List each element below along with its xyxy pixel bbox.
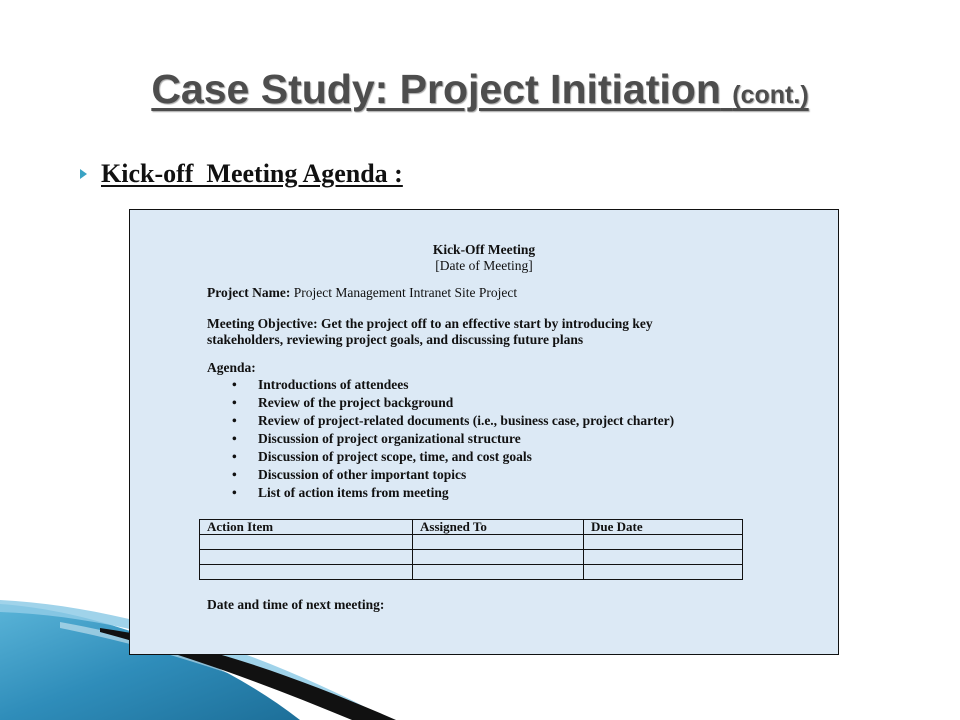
bullet-dot-icon: • xyxy=(232,413,237,428)
triangle-bullet-icon xyxy=(80,169,87,179)
table-cell xyxy=(413,535,584,550)
table-cell xyxy=(413,550,584,565)
bullet-dot-icon: • xyxy=(232,467,237,482)
next-meeting-label: Date and time of next meeting: xyxy=(207,597,385,612)
table-row xyxy=(200,565,743,580)
table-row xyxy=(200,535,743,550)
slide-title-suffix: (cont.) xyxy=(732,81,809,109)
agenda-label: Agenda: xyxy=(207,360,256,375)
agenda-item xyxy=(232,394,453,412)
bullet-dot-icon: • xyxy=(232,377,237,392)
agenda-item-text: Discussion of project scope, time, and cost goals xyxy=(258,449,532,464)
agenda-item-text: Introductions of attendees xyxy=(258,377,409,392)
agenda-item-text: Review of project-related documents (i.e., business case, project charter) xyxy=(258,413,675,428)
agenda-item-text: Discussion of other important topics xyxy=(258,467,467,482)
document-subheading: [Date of Meeting] xyxy=(435,258,533,273)
agenda-item xyxy=(232,430,521,448)
slide-bullet xyxy=(80,158,403,190)
agenda-item-text: Review of the project background xyxy=(258,395,454,410)
agenda-item xyxy=(232,376,409,394)
slide-title xyxy=(0,66,960,113)
objective-line-1 xyxy=(207,316,653,332)
agenda-item xyxy=(232,484,449,502)
column-header-due-date: Due Date xyxy=(584,520,743,535)
table-cell xyxy=(413,565,584,580)
project-name-value: Project Management Intranet Site Project xyxy=(293,285,518,300)
project-name-line xyxy=(207,285,517,301)
table-cell xyxy=(200,535,413,550)
project-name-label: Project Name: xyxy=(207,285,291,300)
bullet-dot-icon: • xyxy=(232,485,237,500)
column-header-assigned-to: Assigned To xyxy=(413,520,584,535)
objective-text-1: Get the project off to an effective start by introducing key xyxy=(320,316,653,331)
agenda-item-text: Discussion of project organizational structure xyxy=(258,431,521,446)
table-header-row xyxy=(200,520,743,535)
table-cell xyxy=(200,550,413,565)
agenda-item xyxy=(232,412,674,430)
agenda-document xyxy=(129,209,839,655)
agenda-item xyxy=(232,448,532,466)
slide-title-main: Case Study: Project Initiation xyxy=(151,66,721,112)
bullet-dot-icon: • xyxy=(232,449,237,464)
bullet-dot-icon: • xyxy=(232,395,237,410)
column-header-action-item: Action Item xyxy=(200,520,413,535)
table-cell xyxy=(584,565,743,580)
agenda-item xyxy=(232,466,466,484)
table-cell xyxy=(200,565,413,580)
slide-bullet-text: Kick-off Meeting Agenda : xyxy=(101,159,403,188)
table-cell xyxy=(584,550,743,565)
bullet-dot-icon: • xyxy=(232,431,237,446)
document-heading: Kick-Off Meeting xyxy=(432,242,536,257)
agenda-item-text: List of action items from meeting xyxy=(258,485,449,500)
action-items-table xyxy=(199,519,743,580)
objective-label: Meeting Objective: xyxy=(207,316,318,331)
table-row xyxy=(200,550,743,565)
table-cell xyxy=(584,535,743,550)
objective-line-2: stakeholders, reviewing project goals, and discussing future plans xyxy=(207,332,584,347)
